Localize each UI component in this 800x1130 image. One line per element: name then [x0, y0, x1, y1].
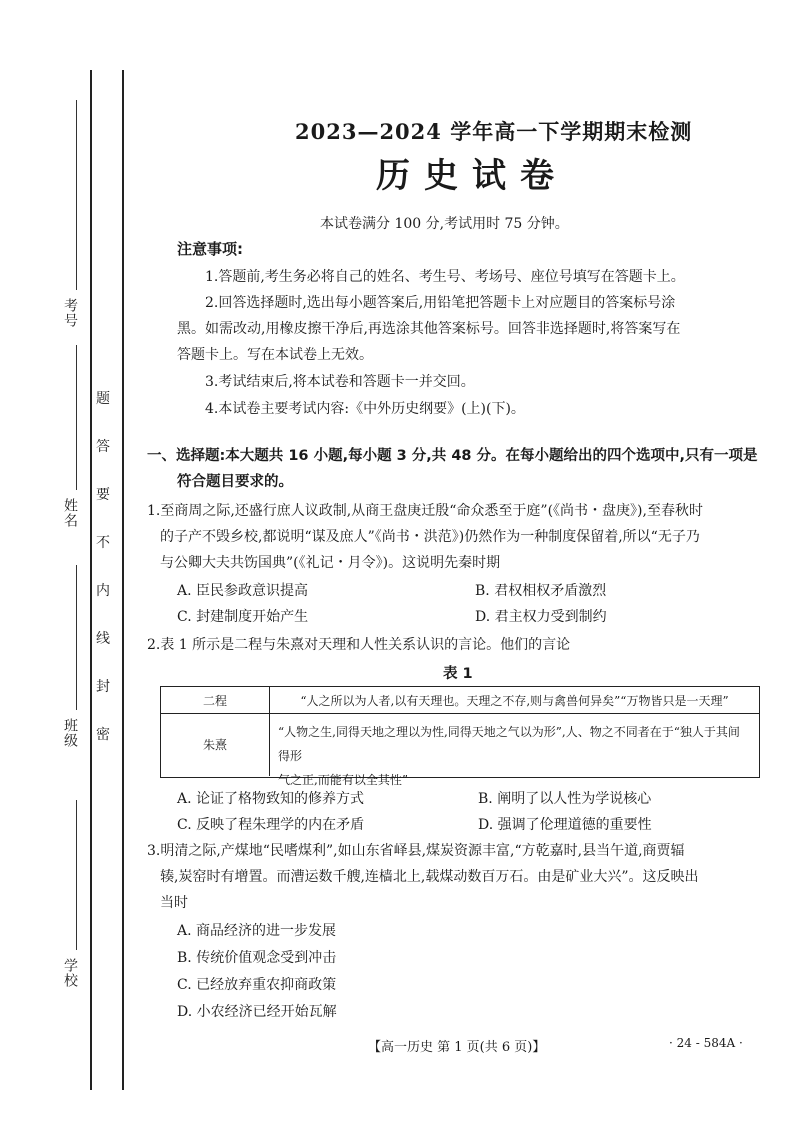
table-cell-who: 二程 [202, 694, 227, 708]
binding-line-outer [90, 70, 92, 1090]
question-2-option-b: B. 阐明了以人性为学说核心 [478, 791, 652, 807]
notice-item: 4.本试卷主要考试内容:《中外历史纲要》(上)(下)。 [205, 401, 525, 417]
class-label: 班级 [62, 718, 78, 748]
notice-item: 答题卡上。写在本试卷上无效。 [177, 347, 373, 363]
subject-title: 历史试卷 [376, 156, 568, 196]
exam-number-underline [76, 100, 77, 290]
seal-char: 答 [96, 439, 110, 455]
table-text-line: “人物之生,同得天地之理以为性,同得天地之气以为形”,人、物之不同者在于“独人于其间得形 [278, 725, 740, 763]
name-underline [76, 345, 77, 490]
question-2-option-c: C. 反映了程朱理学的内在矛盾 [177, 817, 365, 833]
quote-table [160, 686, 760, 787]
table-cell-text [269, 713, 759, 787]
section-heading-cont: 符合题目要求的。 [177, 474, 293, 490]
seal-char: 不 [96, 535, 110, 551]
seal-char: 封 [96, 679, 110, 695]
question-1-option-d: D. 君主权力受到制约 [475, 609, 607, 625]
notice-heading: 注意事项: [177, 240, 243, 258]
question-3-option-b: B. 传统价值观念受到冲击 [177, 950, 337, 966]
question-3-stem: 当时 [160, 895, 188, 911]
table-cell-text [269, 687, 759, 713]
question-1-option-c: C. 封建制度开始产生 [177, 609, 309, 625]
binding-line-inner [122, 70, 124, 1090]
notice-item: 3.考试结束后,将本试卷和答题卡一并交回。 [205, 374, 475, 390]
seal-char: 密 [96, 727, 110, 743]
table-row [161, 713, 759, 787]
question-2-stem: 2.表 1 所示是二程与朱熹对天理和人性关系认识的言论。他们的言论 [147, 637, 571, 653]
seal-char: 内 [96, 583, 110, 599]
question-3-stem: 辏,炭窑时有增置。而漕运数千艘,连樯北上,载煤动数百万石。由是矿业大兴”。这反映出 [160, 869, 699, 885]
table-text-line: “人之所以为人者,以有天理也。天理之不存,则与禽兽何异矣”“万物皆只是一天理” [300, 694, 729, 708]
school-label: 学校 [62, 958, 78, 988]
table-caption: 表 1 [443, 666, 473, 682]
table-row [161, 687, 759, 714]
seal-char: 题 [96, 391, 110, 407]
paper-code: · 24 - 584A · [669, 1036, 743, 1050]
question-1-option-a: A. 臣民参政意识提高 [177, 583, 309, 599]
exam-subtitle: 本试卷满分 100 分,考试用时 75 分钟。 [320, 216, 569, 232]
question-3-option-c: C. 已经放弃重农抑商政策 [177, 977, 337, 993]
seal-char: 线 [96, 631, 110, 647]
question-3-option-a: A. 商品经济的进一步发展 [177, 923, 337, 939]
question-1-stem: 与公卿大夫共饬国典”(《礼记・月令》)。这说明先秦时期 [160, 555, 501, 571]
seal-char: 要 [96, 487, 110, 503]
school-underline [76, 800, 77, 950]
page-footer: 【高一历史 第 1 页(共 6 页)】 [368, 1040, 546, 1055]
notice-item: 1.答题前,考生务必将自己的姓名、考生号、考场号、座位号填写在答题卡上。 [205, 269, 685, 285]
exam-title: 2023—2024 学年高一下学期期末检测 [295, 119, 693, 144]
question-1-stem: 的子产不毁乡校,都说明“谋及庶人”《尚书・洪范》)仍然作为一种制度保留着,所以“无子乃 [160, 529, 700, 545]
table-text-line: 气之正,而能有以全其性” [278, 773, 408, 787]
notice-item: 2.回答选择题时,选出每小题答案后,用铅笔把答题卡上对应题目的答案标号涂 [205, 295, 676, 311]
section-heading: 一、选择题:本大题共 16 小题,每小题 3 分,共 48 分。在每小题给出的四个选项中,只有一项是 [147, 448, 758, 464]
question-1-option-b: B. 君权相权矛盾激烈 [475, 583, 607, 599]
notice-item: 黑。如需改动,用橡皮擦干净后,再选涂其他答案标号。回答非选择题时,将答案写在 [177, 321, 681, 337]
exam-number-label: 考号 [62, 298, 78, 328]
question-2-option-a: A. 论证了格物致知的修养方式 [177, 791, 365, 807]
question-3-option-d: D. 小农经济已经开始瓦解 [177, 1004, 337, 1020]
question-1-stem: 1.至商周之际,还盛行庶人议政制,从商王盘庚迁殷“命众悉至于庭”(《尚书・盘庚》),至春秋时 [147, 503, 703, 519]
question-3-stem: 3.明清之际,产煤地“民嗜煤利”,如山东省峄县,煤炭资源丰富,“方乾嘉时,县当午道,商贾辐 [147, 843, 685, 859]
question-2-option-d: D. 强调了伦理道德的重要性 [478, 817, 652, 833]
class-underline [76, 565, 77, 710]
name-label: 姓名 [62, 498, 78, 528]
table-cell-who: 朱熹 [202, 738, 227, 752]
